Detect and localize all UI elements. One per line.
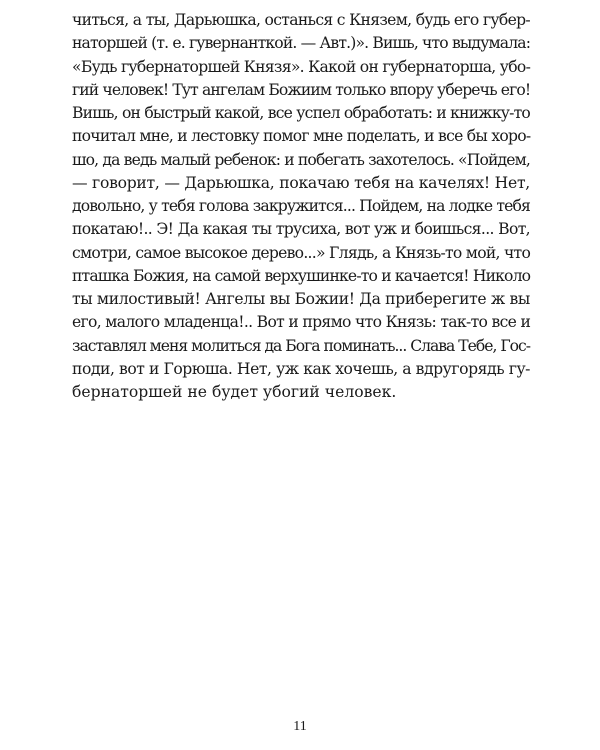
text-line: почитал мне, и лестовку помог мне поделать, и все бы хоро-: [72, 127, 531, 146]
text-line: покатаю!.. Э! Да какая ты трусиха, вот уж и боишься... Вот,: [72, 220, 530, 239]
text-line: шо, да ведь малый ребенок: и побегать захотелось. «Пойдем,: [72, 150, 530, 169]
body-text: [72, 9, 530, 404]
page-number: 11: [293, 719, 307, 734]
text-line: ты милостивый! Ангелы вы Божии! Да приберегите ж вы: [72, 290, 530, 308]
text-line: наторшей (т. е. гувернанткой. — Авт.)». Вишь, что выдумала:: [72, 34, 531, 53]
text-line-last: бернаторшей не будет убогий человек.: [72, 383, 397, 401]
text-line: пташка Божия, на самой верхушинке-то и качается! Николо: [72, 266, 531, 285]
text-line: заставлял меня молиться да Бога поминать... Слава Тебе, Гос-: [72, 336, 530, 355]
text-line: «Будь губернаторшей Князя». Какой он губернаторша, убо-: [72, 57, 531, 76]
text-line: смотри, самое высокое дерево...» Глядь, а Князь-то мой, что: [72, 243, 531, 262]
text-line: довольно, у тебя голова закружится... Пойдем, на лодке тебя: [72, 197, 530, 215]
text-line: поди, вот и Горюша. Нет, уж как хочешь, а вдругорядь гу-: [72, 359, 530, 378]
text-line: — говорит, — Дарьюшка, покачаю тебя на качелях! Нет,: [72, 173, 530, 192]
text-line: читься, а ты, Дарьюшка, останься с Князем, будь его губер-: [72, 11, 530, 29]
text-line: гий человек! Тут ангелам Божиим только впору уберечь его!: [72, 80, 531, 99]
text-line: его, малого младенца!.. Вот и прямо что Князь: так-то все и: [72, 313, 531, 332]
text-line: Вишь, он быстрый какой, все успел обработать: и книжку-то: [72, 104, 530, 122]
